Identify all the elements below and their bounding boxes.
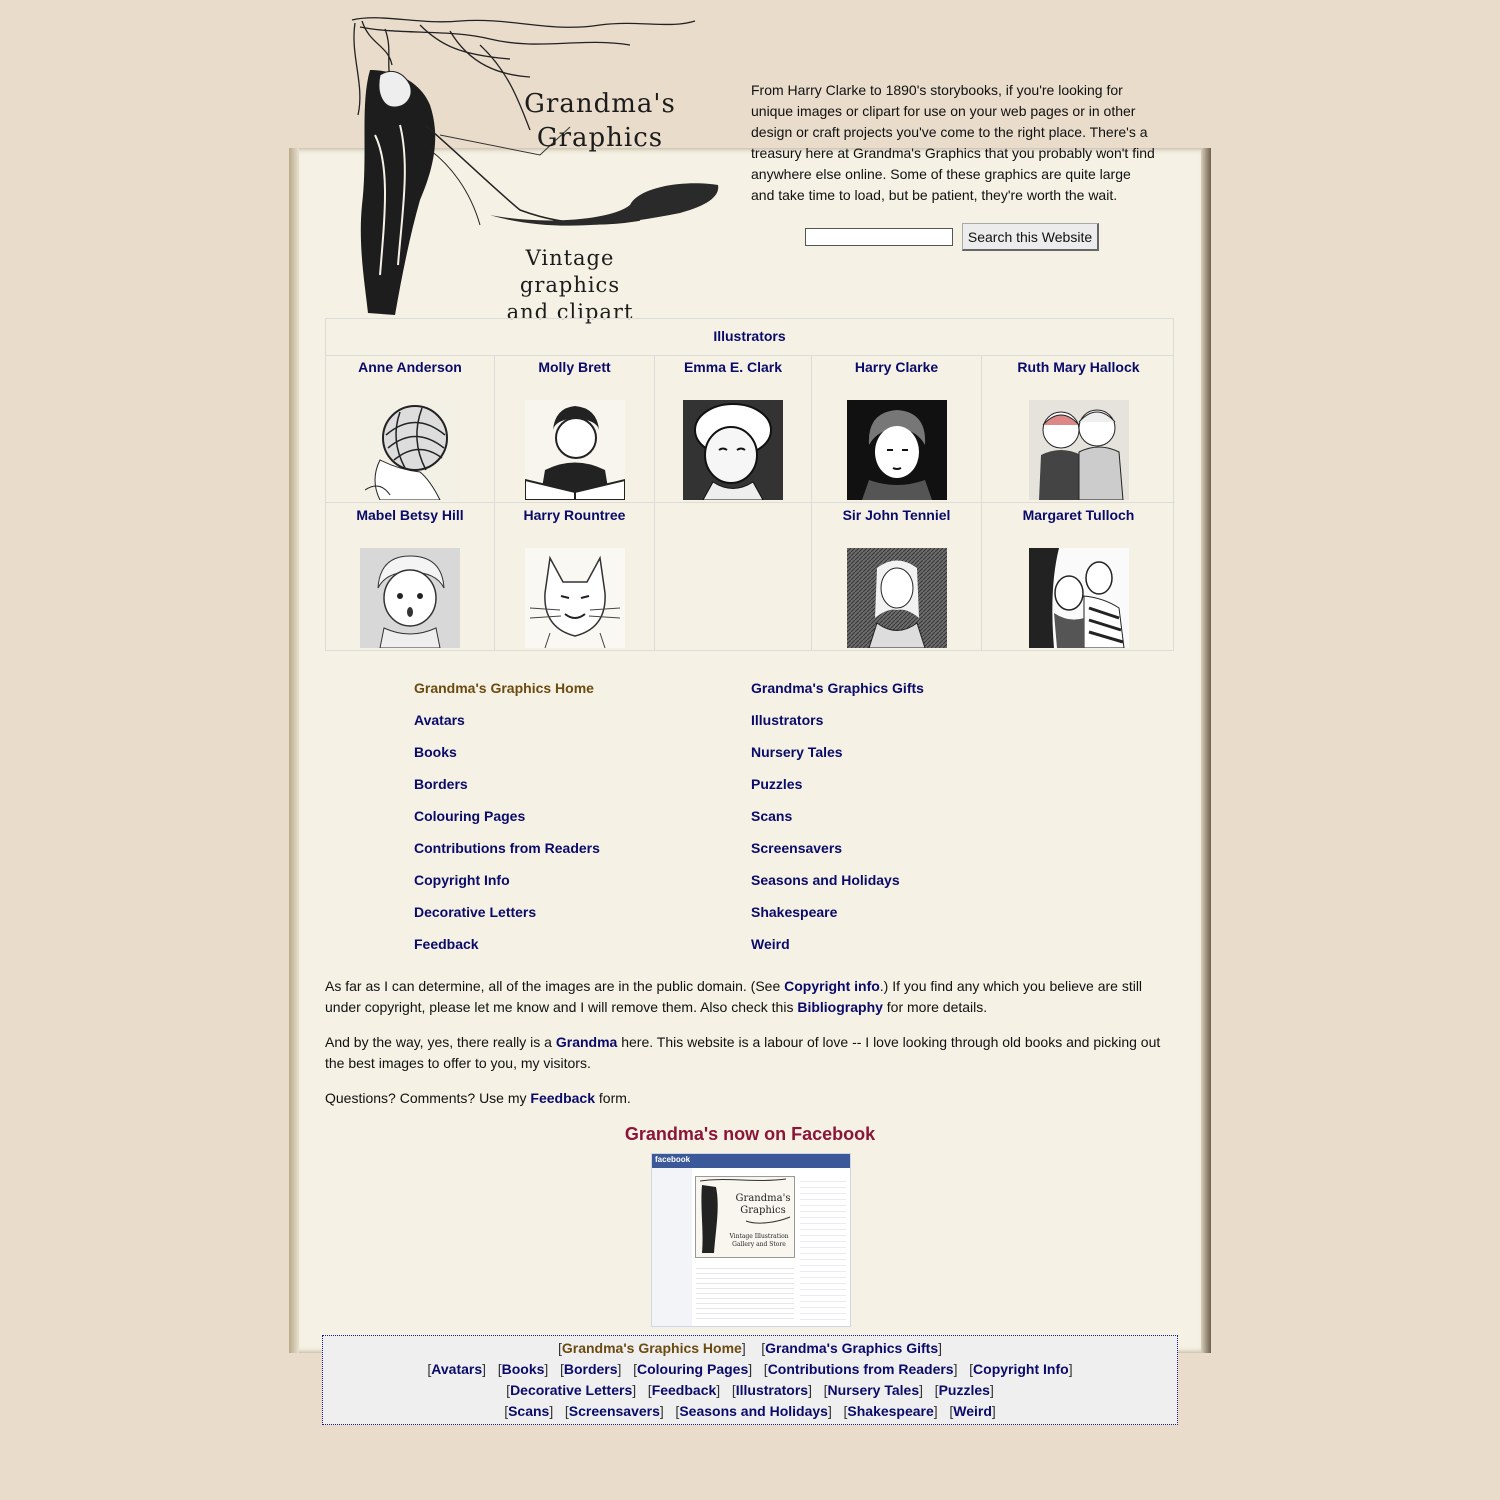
nav-link-shakespeare[interactable]: Shakespeare: [751, 904, 838, 920]
footer-link-shakespeare[interactable]: Shakespeare: [847, 1403, 934, 1419]
nav-link-weird[interactable]: Weird: [751, 936, 790, 952]
search-input[interactable]: [805, 228, 953, 246]
facebook-right-column: [800, 1176, 846, 1322]
illustrator-cell: [812, 503, 982, 650]
illustrator-link-harry-clarke[interactable]: Harry Clarke: [854, 359, 939, 375]
logo-title-line1: Grandma's: [524, 89, 676, 119]
footer-link-illustrators[interactable]: Illustrators: [735, 1382, 809, 1398]
footer-link-colouring-pages[interactable]: Colouring Pages: [637, 1361, 749, 1377]
illustrator-thumbnail-emma-e-clark[interactable]: [683, 400, 783, 500]
illustrator-thumbnail-harry-clarke[interactable]: [847, 400, 947, 500]
nav-link-contributions[interactable]: Contributions from Readers: [414, 840, 600, 856]
nav-link-puzzles[interactable]: Puzzles: [751, 776, 803, 792]
nav-link-scans[interactable]: Scans: [751, 808, 793, 824]
facebook-brand: facebook: [655, 1155, 691, 1164]
illustrator-thumbnail-margaret-tulloch[interactable]: [1029, 548, 1129, 648]
public-domain-paragraph: As far as I can determine, all of the images are in the public domain. (See Copyright info.) If you find any which you believe are still under copyright, please let me know and I will remove them. Also check this Bibliography for more details.: [325, 978, 1143, 1015]
illustrator-thumbnail-harry-rountree[interactable]: [525, 548, 625, 648]
search-button[interactable]: Search this Website: [962, 223, 1099, 251]
nav-link-avatars[interactable]: Avatars: [414, 712, 465, 728]
logo-subtitle-line2: and clipart: [506, 300, 634, 324]
nav-right-column: [751, 679, 924, 967]
footer-link-copyright-info[interactable]: Copyright Info: [973, 1361, 1069, 1377]
nav-link-decorative-letters[interactable]: Decorative Letters: [414, 904, 537, 920]
illustrator-cell: [655, 355, 812, 503]
grandma-paragraph: And by the way, yes, there really is a Grandma here. This website is a labour of love -- I love looking through old books and picking out the best images to offer to you, my visitors.: [325, 1034, 1161, 1071]
illustrator-link-molly-brett[interactable]: Molly Brett: [538, 359, 611, 375]
illustrators-header-link[interactable]: Illustrators: [713, 328, 786, 344]
footer-row-4: [Scans] [Screensavers] [Seasons and Holidays] [Shakespeare] [Weird]: [504, 1403, 996, 1419]
logo-subtitle-line1: Vintage graphics: [519, 246, 621, 297]
footer-row-3: [Decorative Letters] [Feedback] [Illustrators] [Nursery Tales] [Puzzles]: [506, 1382, 994, 1398]
illustrators-table: [325, 318, 1174, 651]
facebook-sidebar: [652, 1168, 692, 1326]
copyright-info-link[interactable]: Copyright info: [784, 978, 880, 994]
footer-link-puzzles[interactable]: Puzzles: [938, 1382, 990, 1398]
footer-link-scans[interactable]: Scans: [508, 1403, 550, 1419]
facebook-bar: [652, 1154, 850, 1168]
facebook-logo-sub1: Vintage Illustration: [729, 1233, 789, 1240]
logo-title-line2: Graphics: [536, 123, 664, 153]
nav-link-gifts[interactable]: Grandma's Graphics Gifts: [751, 680, 924, 696]
illustrator-cell: [812, 355, 982, 503]
footer-link-weird[interactable]: Weird: [953, 1403, 992, 1419]
footer-link-gifts[interactable]: Grandma's Graphics Gifts: [765, 1340, 939, 1356]
illustrator-cell: [982, 355, 1175, 503]
nav-link-nursery-tales[interactable]: Nursery Tales: [751, 744, 843, 760]
illustrator-thumbnail-ruth-mary-hallock[interactable]: [1029, 400, 1129, 500]
footer-link-books[interactable]: Books: [501, 1361, 545, 1377]
illustrator-cell: [982, 503, 1175, 650]
footer-link-feedback[interactable]: Feedback: [651, 1382, 717, 1398]
facebook-page-logo: [695, 1176, 795, 1258]
nav-link-books[interactable]: Books: [414, 744, 457, 760]
nav-link-borders[interactable]: Borders: [414, 776, 468, 792]
footer-link-screensavers[interactable]: Screensavers: [568, 1403, 660, 1419]
illustrator-link-sir-john-tenniel[interactable]: Sir John Tenniel: [842, 507, 951, 523]
illustrator-cell: [326, 503, 495, 650]
facebook-screenshot-link[interactable]: [651, 1153, 851, 1327]
facebook-wall: [696, 1264, 794, 1322]
illustrator-cell: [495, 503, 655, 650]
footer-link-avatars[interactable]: Avatars: [431, 1361, 483, 1377]
nav-link-feedback[interactable]: Feedback: [414, 936, 479, 952]
illustrator-cell-empty: [655, 503, 812, 650]
nav-link-copyright-info[interactable]: Copyright Info: [414, 872, 510, 888]
illustrator-thumbnail-sir-john-tenniel[interactable]: [847, 548, 947, 648]
illustrator-thumbnail-anne-anderson[interactable]: [360, 400, 460, 500]
footer-link-seasons-holidays[interactable]: Seasons and Holidays: [679, 1403, 828, 1419]
footer-link-nursery-tales[interactable]: Nursery Tales: [827, 1382, 920, 1398]
grandma-link[interactable]: Grandma: [555, 1034, 618, 1050]
illustrator-thumbnail-molly-brett[interactable]: [525, 400, 625, 500]
illustrator-link-mabel-betsy-hill[interactable]: Mabel Betsy Hill: [356, 507, 464, 523]
nav-link-seasons-holidays[interactable]: Seasons and Holidays: [751, 872, 900, 888]
bibliography-link[interactable]: Bibliography: [797, 999, 883, 1015]
illustrator-thumbnail-mabel-betsy-hill[interactable]: [360, 548, 460, 648]
footer-row-1: [Grandma's Graphics Home] [Grandma's Graphics Gifts]: [557, 1340, 942, 1356]
footer-link-borders[interactable]: Borders: [563, 1361, 618, 1377]
intro-text: From Harry Clarke to 1890's storybooks, if you're looking for unique images or clipart for use on your web pages or in other design or craft projects you've come to the right place. There's a treasury here at Grandma's Graphics that you probably won't find anywhere else online. Some of these graphics are quite large and take time to load, but be patient, they're worth the wait.: [751, 82, 1155, 203]
nav-left-column: [414, 679, 600, 967]
feedback-form-link[interactable]: Feedback: [530, 1090, 595, 1106]
nav-link-colouring-pages[interactable]: Colouring Pages: [414, 808, 526, 824]
nav-link-home[interactable]: Grandma's Graphics Home: [414, 680, 594, 696]
nav-link-screensavers[interactable]: Screensavers: [751, 840, 843, 856]
facebook-logo-title2: Graphics: [740, 1205, 786, 1216]
footer-link-contributions[interactable]: Contributions from Readers: [767, 1361, 954, 1377]
footer-row-2: [Avatars] [Books] [Borders] [Colouring Pages] [Contributions from Readers] [Copyright Info]: [427, 1361, 1073, 1377]
illustrator-link-anne-anderson[interactable]: Anne Anderson: [358, 359, 462, 375]
illustrator-link-margaret-tulloch[interactable]: Margaret Tulloch: [1022, 507, 1135, 523]
facebook-heading: Grandma's now on Facebook: [624, 1124, 876, 1144]
footer-link-home[interactable]: Grandma's Graphics Home: [561, 1340, 742, 1356]
illustrator-cell: [326, 355, 495, 503]
footer-nav: [322, 1335, 1178, 1425]
facebook-logo-title1: Grandma's: [735, 1193, 791, 1204]
illustrator-link-harry-rountree[interactable]: Harry Rountree: [523, 507, 626, 523]
questions-paragraph: Questions? Comments? Use my Feedback form.: [325, 1090, 631, 1106]
footer-link-decorative-letters[interactable]: Decorative Letters: [510, 1382, 633, 1398]
illustrator-cell: [495, 355, 655, 503]
illustrator-link-emma-e-clark[interactable]: Emma E. Clark: [683, 359, 783, 375]
facebook-logo-sub2: Gallery and Store: [732, 1241, 786, 1248]
site-logo[interactable]: [340, 15, 730, 324]
illustrator-link-ruth-mary-hallock[interactable]: Ruth Mary Hallock: [1017, 359, 1140, 375]
nav-link-illustrators[interactable]: Illustrators: [751, 712, 824, 728]
